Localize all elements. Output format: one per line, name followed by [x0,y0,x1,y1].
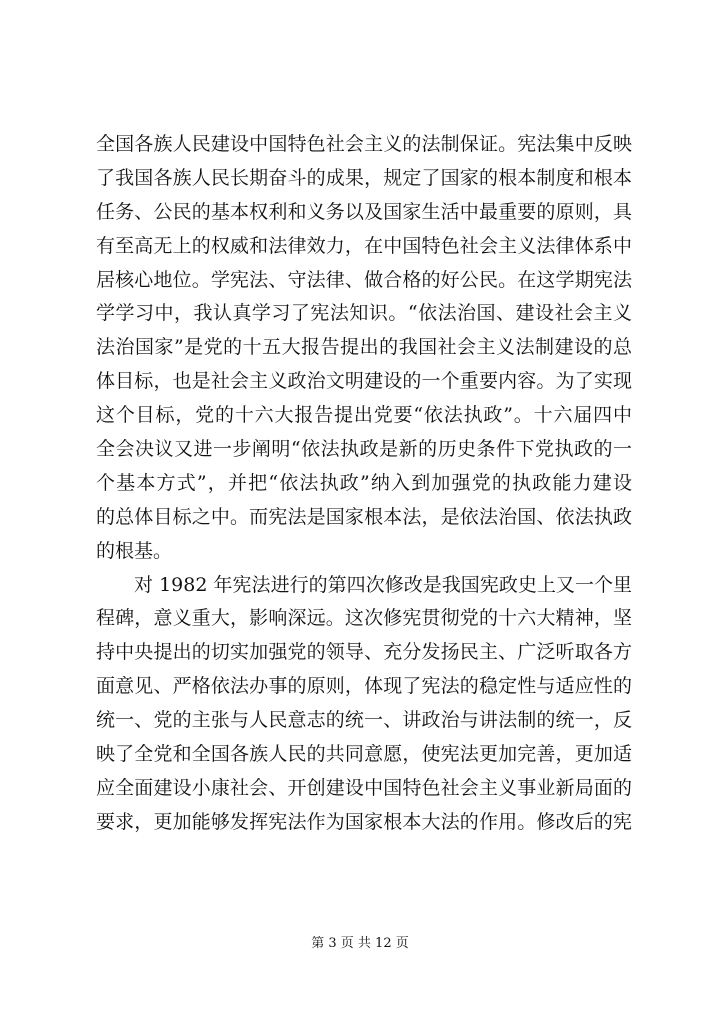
text-line: 全国各族人民建设中国特色社会主义的法制保证。宪法集中反映 [96,133,632,155]
text-line: 体目标，也是社会主义政治文明建设的一个重要内容。为了实现 [96,370,632,393]
text-line: 任务、公民的基本权利和义务以及国家生活中最重要的原则，具 [96,200,632,223]
text-line: 个基本方式”，并把“依法执政”纳入到加强党的执政能力建设 [96,471,632,494]
text-line: 映了全党和全国各族人民的共同意愿，使宪法更加完善，更加适 [96,743,632,766]
text-line: 程碑，意义重大，影响深远。这次修宪贯彻党的十六大精神，坚 [96,607,632,630]
text-line: 全会决议又进一步阐明“依法执政是新的历史条件下党执政的一 [96,438,632,461]
text-line: 法治国家”是党的十五大报告提出的我国社会主义法制建设的总 [96,336,632,359]
text-line: 统一、党的主张与人民意志的统一、讲政治与讲法制的统一，反 [96,709,632,732]
text-line: 应全面建设小康社会、开创建设中国特色社会主义事业新局面的 [96,776,632,799]
text-line: 这个目标，党的十六大报告提出党要“依法执政”。十六届四中 [96,404,632,427]
text-line: 持中央提出的切实加强党的领导、充分发扬民主、广泛听取各方 [96,641,632,664]
page-number-footer: 第 3 页 共 12 页 [311,936,409,951]
text-line: 要求，更加能够发挥宪法作为国家根本大法的作用。修改后的宪 [96,810,632,833]
text-line: 居核心地位。学宪法、守法律、做合格的好公民。在这学期宪法 [96,268,632,291]
text-line-paragraph-start: 对 1982 年宪法进行的第四次修改是我国宪政史上又一个里 [134,573,632,596]
text-line-paragraph-end: 的根基。 [96,539,173,562]
text-line: 学学习中，我认真学习了宪法知识。“依法治国、建设社会主义 [96,302,632,325]
text-line: 的总体目标之中。而宪法是国家根本法，是依法治国、依法执政 [96,505,632,528]
body-text [96,128,632,840]
text-line: 有至高无上的权威和法律效力，在中国特色社会主义法律体系中 [96,234,632,257]
text-line: 了我国各族人民长期奋斗的成果，规定了国家的根本制度和根本 [96,166,632,189]
text-line: 面意见、严格依法办事的原则，体现了宪法的稳定性与适应性的 [96,675,632,698]
